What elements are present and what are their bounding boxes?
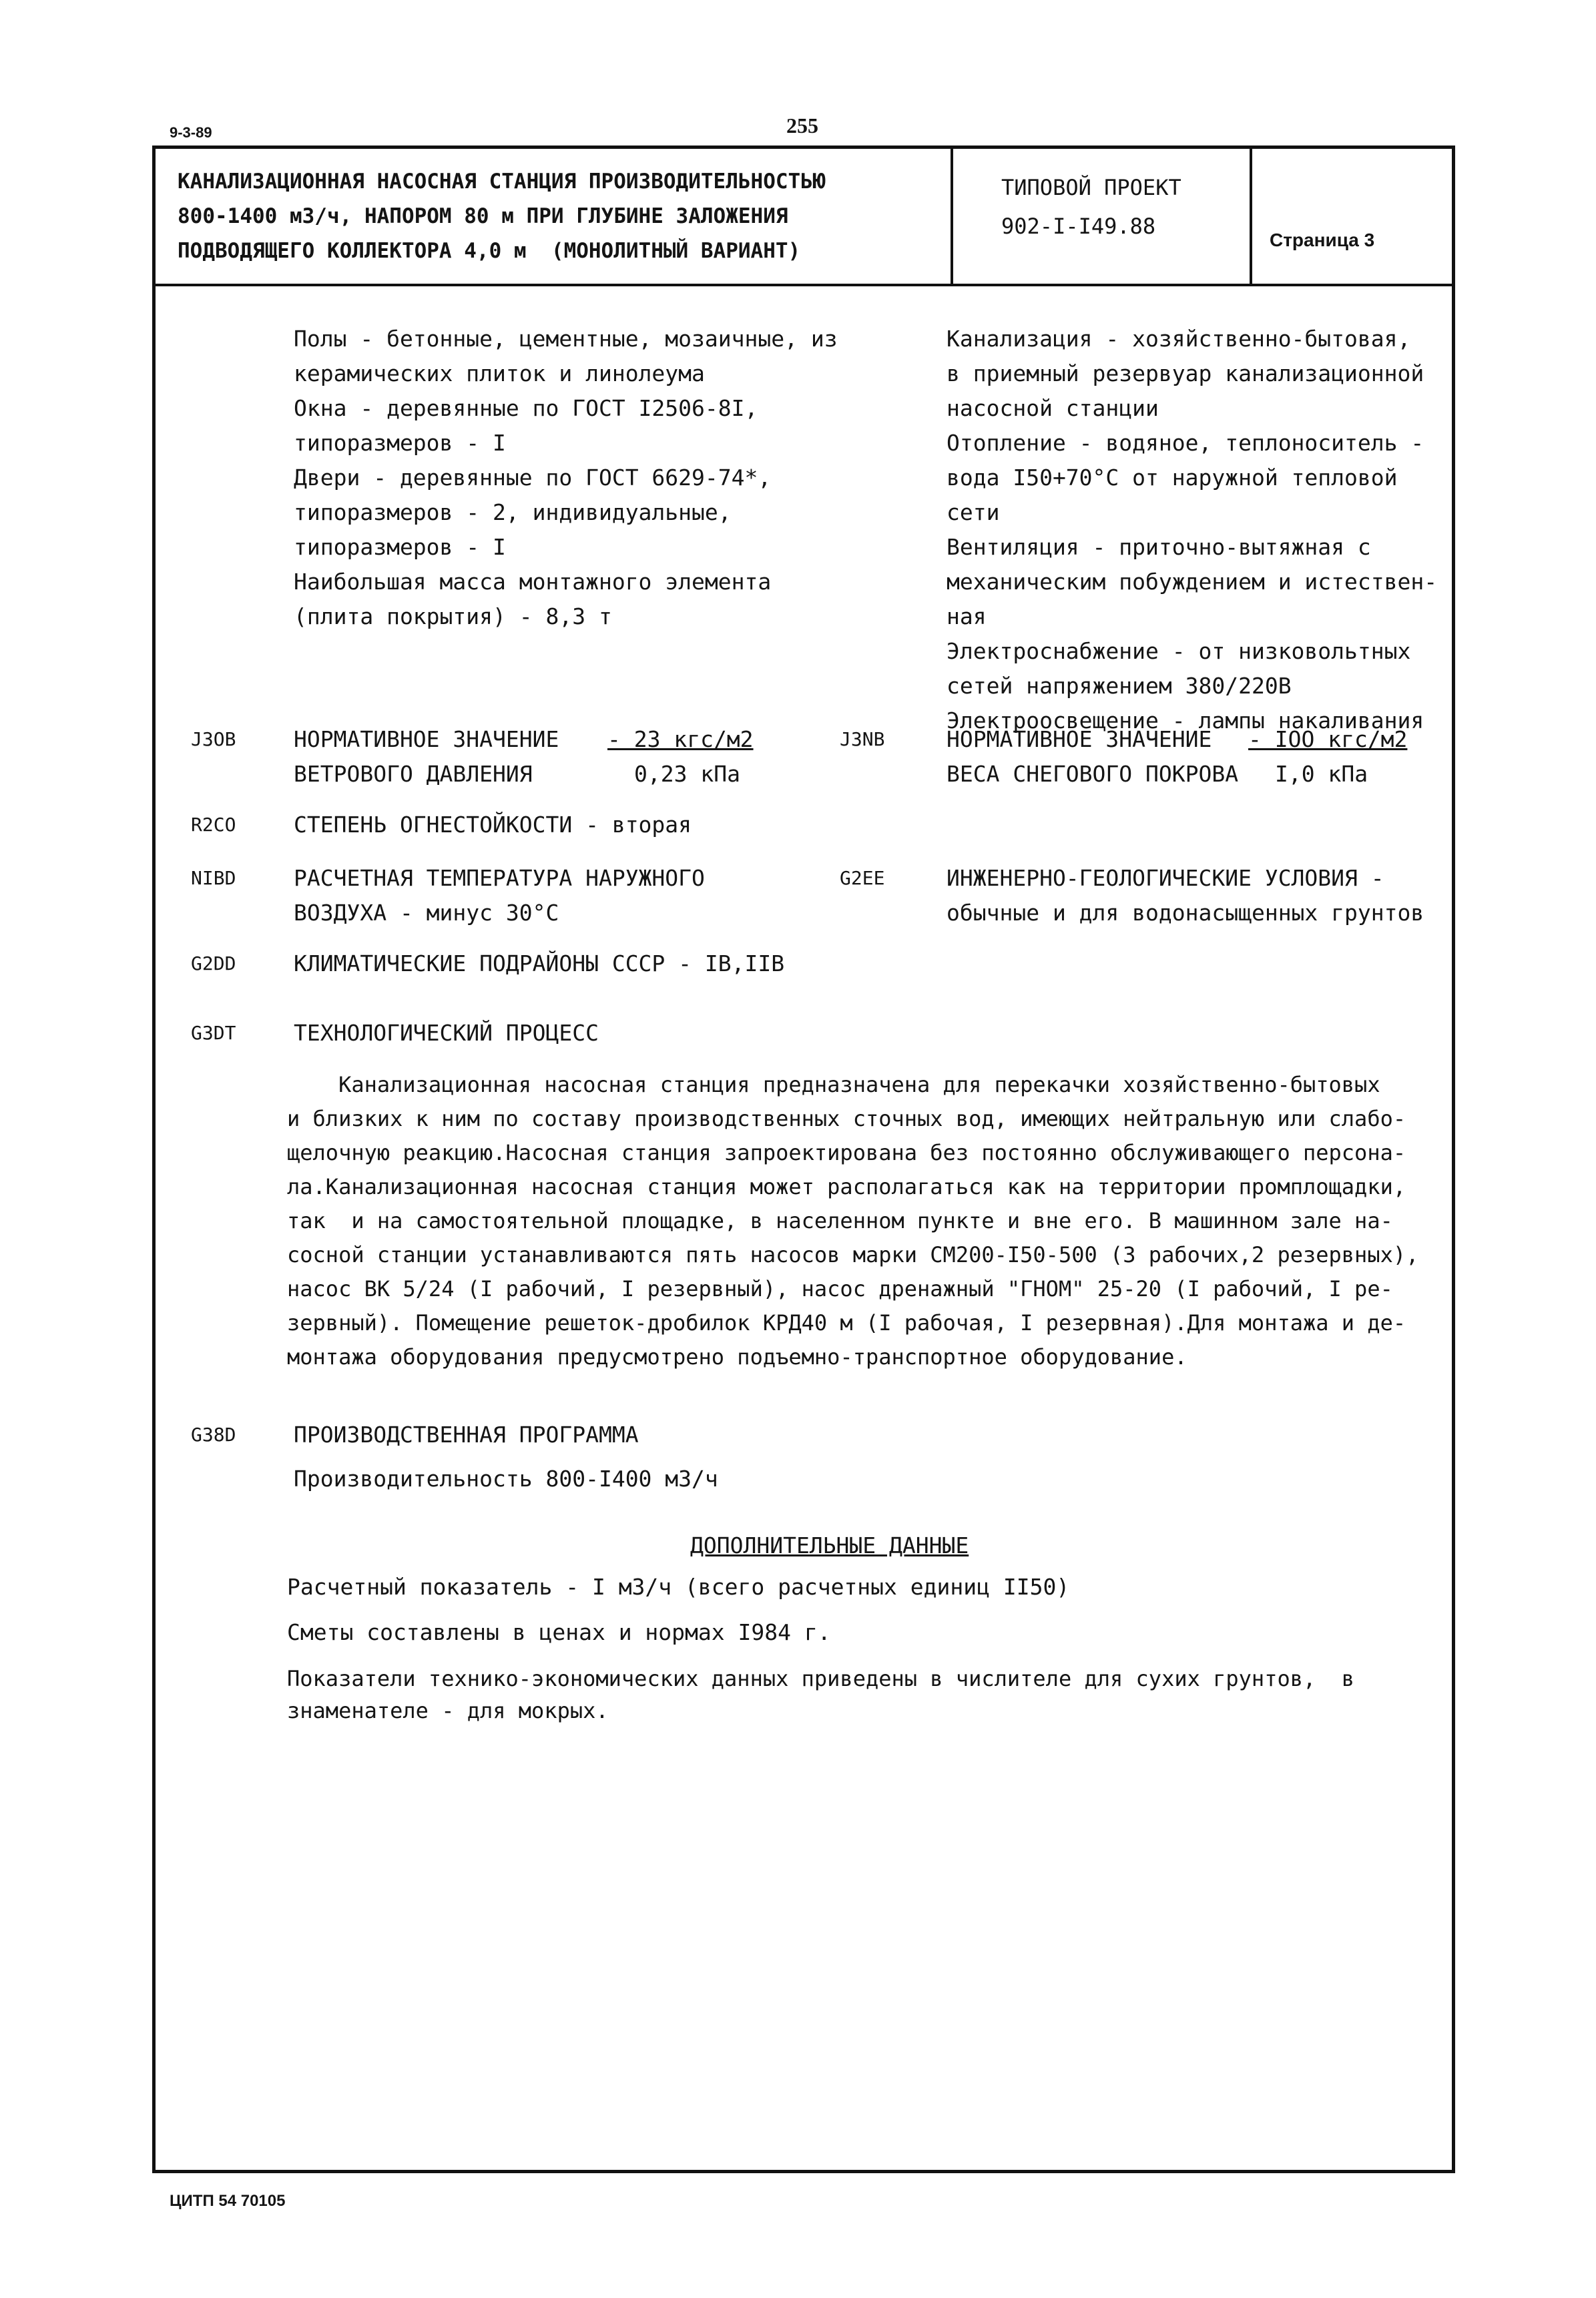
snow-value: - IOO кгс/м2 [1248, 726, 1408, 752]
desc-line: Канализация - хозяйственно-бытовая, [947, 326, 1411, 352]
header-col-divider-2 [1250, 146, 1252, 285]
page-number: 255 [786, 113, 818, 137]
temp-block [294, 861, 705, 930]
project-info [1001, 168, 1181, 246]
header-title-line: 800-1400 м3/ч, НАПОРОМ 80 м ПРИ ГЛУБИНЕ ЗАЛОЖЕНИЯ [178, 204, 788, 228]
page-label: Страница 3 [1270, 230, 1375, 250]
paragraph-line: Канализационная насосная станция предназначена для перекачки хозяйственно-бытовых [287, 1072, 1380, 1097]
header-col-divider-1 [951, 146, 953, 285]
paragraph-line: так и на самостоятельной площадке, в населенном пункте и вне его. В машинном зале на- [287, 1208, 1393, 1233]
wind-value: - 23 кгс/м2 [607, 726, 754, 752]
paragraph-line: монтажа оборудования предусмотрено подъемно-транспортное оборудование. [287, 1344, 1187, 1370]
desc-line: (плита покрытия) - 8,3 т [294, 603, 612, 629]
header-title-line: ПОДВОДЯЩЕГО КОЛЛЕКТОРА 4,0 м (МОНОЛИТНЫЙ ВАРИАНТ) [178, 239, 801, 263]
paragraph-line: зервный). Помещение решеток-дробилок КРД40 м (I рабочая, I резервная).Для монтажа и де- [287, 1310, 1406, 1336]
wind-value: 0,23 кПа [634, 761, 740, 787]
desc-line: механическим побуждением и истествен- [947, 569, 1438, 595]
wind-code: J3OB [191, 728, 236, 750]
paragraph-line: и близких к ним по составу производственных сточных вод, имеющих нейтральную или слабо- [287, 1106, 1406, 1131]
fire-resistance: СТЕПЕНЬ ОГНЕСТОЙКОСТИ - вторая [294, 812, 692, 838]
note-line: Показатели технико-экономических данных приведены в числителе для сухих грунтов, в [287, 1666, 1355, 1691]
desc-line: вода I50+70°С от наружной тепловой [947, 465, 1398, 491]
desc-line: ная [947, 603, 987, 629]
desc-line: Отопление - водяное, теплоноситель - [947, 430, 1424, 456]
paragraph-line: насос ВК 5/24 (I рабочий, I резервный), насос дренажный "ГНОМ" 25-20 (I рабочий, I ре- [287, 1276, 1393, 1302]
desc-line: Электроснабжение - от низковольтных [947, 638, 1411, 664]
desc-line: керамических плиток и линолеума [294, 360, 705, 386]
desc-line: типоразмеров - I [294, 430, 506, 456]
geo-block [947, 861, 1424, 930]
desc-line: Вентиляция - приточно-вытяжная с [947, 534, 1371, 560]
snow-code: J3NB [840, 728, 885, 750]
process-title: ТЕХНОЛОГИЧЕСКИЙ ПРОЦЕСС [294, 1020, 599, 1046]
project-number: 902-I-I49.88 [1001, 214, 1156, 239]
production-capacity: Производительность 800-I400 м3/ч [294, 1466, 718, 1492]
estimates-note: Сметы составлены в ценах и нормах I984 г. [287, 1619, 831, 1645]
snow-values [1248, 722, 1407, 792]
process-code: G3DT [191, 1022, 236, 1044]
paragraph-line: сосной станции устанавливаются пять насосов марки СМ200-I50-500 (3 рабочих,2 резервных), [287, 1242, 1419, 1267]
wind-values [607, 722, 754, 792]
desc-line: Электроосвещение - лампы накаливания [947, 707, 1424, 734]
wind-title-line: ВЕТРОВОГО ДАВЛЕНИЯ [294, 761, 533, 787]
desc-line: типоразмеров - I [294, 534, 506, 560]
project-label: ТИПОВОЙ ПРОЕКТ [1001, 175, 1181, 200]
header-title [178, 164, 826, 268]
desc-line: Двери - деревянные по ГОСТ 6629-74*, [294, 465, 772, 491]
geo-code: G2EE [840, 867, 885, 889]
snow-value: I,0 кПа [1275, 761, 1368, 787]
indicators-note [287, 1662, 1354, 1725]
desc-line: Окна - деревянные по ГОСТ I2506-8I, [294, 395, 758, 421]
snow-block [947, 722, 1238, 792]
geo-line: обычные и для водонасыщенных грунтов [947, 900, 1424, 926]
desc-line: Полы - бетонные, цементные, мозаичные, из [294, 326, 838, 352]
calc-indicator: Расчетный показатель - I м3/ч (всего расчетных единиц II50) [287, 1574, 1070, 1600]
process-paragraph [287, 1068, 1418, 1374]
footer-code: ЦИТП 54 70105 [170, 2192, 286, 2210]
paragraph-line: щелочную реакцию.Насосная станция запроектирована без постоянно обслуживающего персона- [287, 1140, 1406, 1165]
top-left-code: 9-3-89 [170, 124, 212, 141]
geo-line: ИНЖЕНЕРНО-ГЕОЛОГИЧЕСКИЕ УСЛОВИЯ - [947, 865, 1384, 891]
desc-line: Наибольшая масса монтажного элемента [294, 569, 772, 595]
climate-code: G2DD [191, 952, 236, 974]
production-title: ПРОИЗВОДСТВЕННАЯ ПРОГРАММА [294, 1422, 639, 1448]
fire-code: R2CO [191, 814, 236, 836]
desc-line: насосной станции [947, 395, 1159, 421]
temp-line: РАСЧЕТНАЯ ТЕМПЕРАТУРА НАРУЖНОГО [294, 865, 705, 891]
header-divider [152, 284, 1455, 286]
paragraph-line: ла.Канализационная насосная станция может располагаться как на территории промплощадки, [287, 1174, 1406, 1199]
desc-line: типоразмеров - 2, индивидуальные, [294, 499, 732, 525]
header-title-line: КАНАЛИЗАЦИОННАЯ НАСОСНАЯ СТАНЦИЯ ПРОИЗВОДИТЕЛЬНОСТЬЮ [178, 170, 826, 194]
additional-title: ДОПОЛНИТЕЛЬНЫЕ ДАННЫЕ [690, 1532, 969, 1558]
building-description-left [294, 322, 838, 634]
wind-title-line: НОРМАТИВНОЕ ЗНАЧЕНИЕ [294, 726, 559, 752]
snow-title-line: ВЕСА СНЕГОВОГО ПОКРОВА [947, 761, 1239, 787]
temp-code: NIBD [191, 867, 236, 889]
desc-line: сетей напряжением 380/220В [947, 673, 1292, 699]
wind-block [294, 722, 559, 792]
building-description-right [947, 322, 1437, 738]
production-code: G38D [191, 1424, 236, 1446]
note-line: знаменателе - для мокрых. [287, 1698, 609, 1723]
temp-line: ВОЗДУХА - минус 30°С [294, 900, 559, 926]
desc-line: в приемный резервуар канализационной [947, 360, 1424, 386]
desc-line: сети [947, 499, 1000, 525]
climate-subregions: КЛИМАТИЧЕСКИЕ ПОДРАЙОНЫ СССР - IB,IIB [294, 950, 785, 976]
snow-title-line: НОРМАТИВНОЕ ЗНАЧЕНИЕ [947, 726, 1212, 752]
